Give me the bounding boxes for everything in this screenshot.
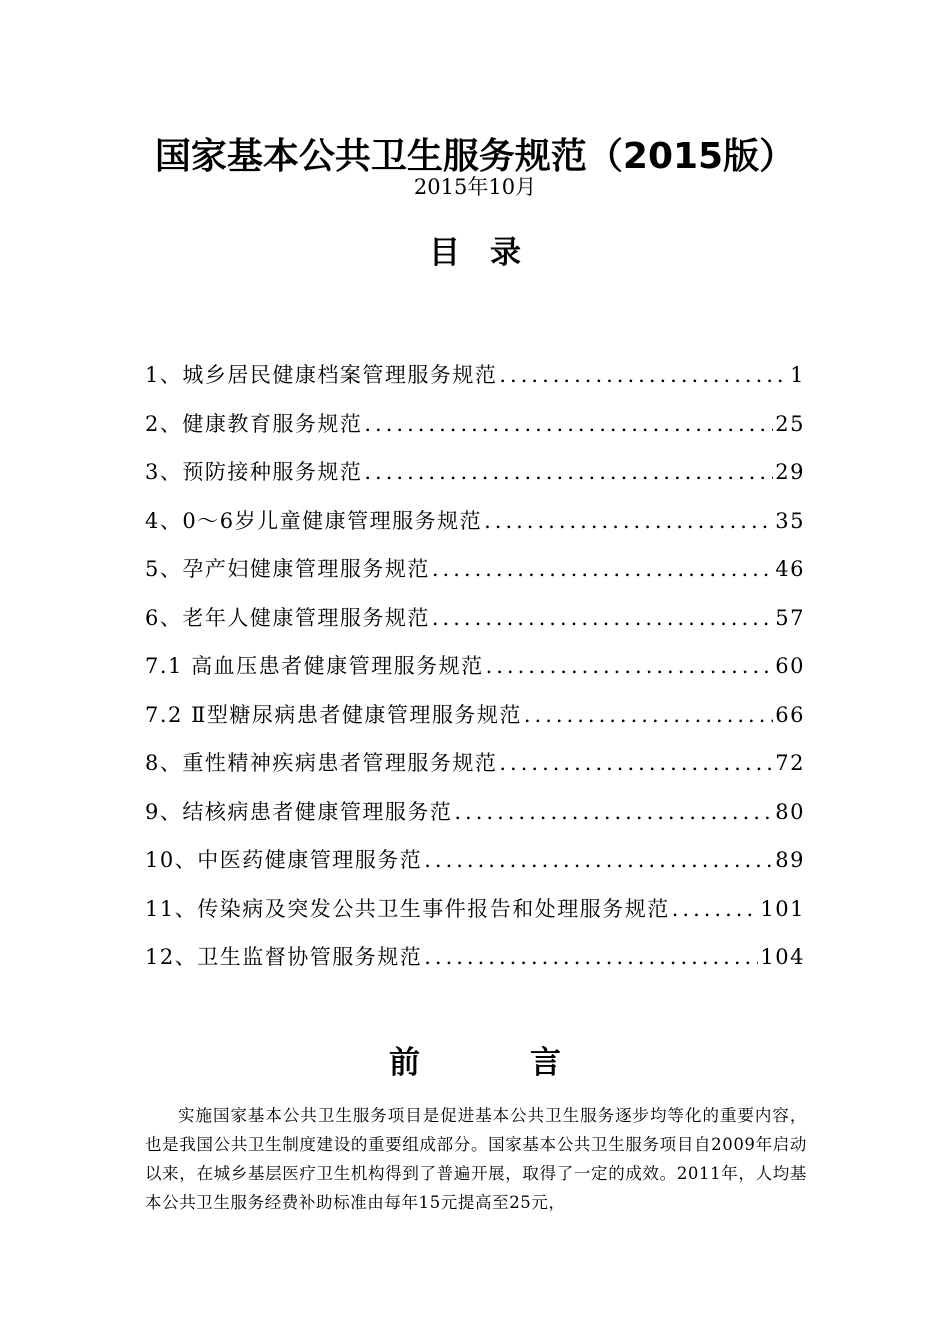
toc-entry[interactable] — [145, 506, 805, 555]
toc-entry-label: 5、孕产妇健康管理服务规范 — [145, 557, 430, 581]
toc-entry-page: 101 — [760, 896, 805, 921]
toc-entry-label: 12、卫生监督协管服务规范 — [145, 945, 423, 969]
toc-entry-label: 6、老年人健康管理服务规范 — [145, 605, 430, 630]
toc-entry-label: 10、中医药健康管理服务范 — [145, 848, 423, 872]
toc-entry-page: 80 — [775, 799, 805, 824]
toc-entry[interactable] — [145, 845, 805, 894]
preface-paragraph: 实施国家基本公共卫生服务项目是促进基本公共卫生服务逐步均等化的重要内容，也是我国公共卫生制度建设的重要组成部分。国家基本公共卫生服务项目自2009年启动以来，在城乡基层医疗卫生机构得到了普遍开展，取得了一定的成效。2011年，人均基本公共卫生服务经费补助标准由每年15元提高至25元， — [145, 1106, 807, 1212]
document-title: 国家基本公共卫生服务规范（2015版） — [154, 136, 796, 178]
toc-entry-label: 11、传染病及突发公共卫生事件报告和处理服务规范 — [145, 896, 670, 921]
toc-entry-label: 9、结核病患者健康管理服务范 — [145, 799, 453, 824]
toc-dot-leader — [364, 457, 773, 487]
toc-dot-leader — [524, 700, 773, 730]
toc-entry[interactable] — [145, 409, 805, 458]
toc-entry[interactable] — [145, 748, 805, 797]
toc-entry[interactable] — [145, 894, 805, 943]
preface-heading-char: 前 — [389, 1045, 420, 1081]
toc-dot-leader — [486, 651, 774, 681]
toc-entry[interactable] — [145, 700, 805, 749]
toc-entry-page: 104 — [760, 945, 805, 969]
toc-entry[interactable] — [145, 603, 805, 652]
toc-entry-page: 60 — [775, 654, 805, 678]
toc-entry[interactable] — [145, 554, 805, 603]
toc-entry[interactable] — [145, 457, 805, 506]
preface-heading — [0, 1040, 950, 1086]
toc-dot-leader — [499, 748, 773, 778]
toc-heading — [0, 230, 950, 276]
toc-entry[interactable] — [145, 797, 805, 846]
toc-entry-page: 29 — [775, 460, 805, 484]
toc-entry-label: 8、重性精神疾病患者管理服务规范 — [145, 751, 498, 775]
toc-dot-leader — [432, 554, 773, 584]
document-date: 2015年10月 — [413, 175, 537, 199]
toc-heading-char: 目 — [429, 235, 490, 271]
toc-entry-page: 46 — [775, 557, 805, 581]
toc-entry-page: 72 — [775, 751, 805, 775]
toc-entry-label: 7.2 Ⅱ型糖尿病患者健康管理服务规范 — [145, 702, 522, 727]
toc-dot-leader — [672, 894, 759, 924]
toc-entry-page: 1 — [790, 363, 805, 387]
toc-entry-label: 7.1 高血压患者健康管理服务规范 — [145, 654, 484, 678]
toc-dot-leader — [424, 845, 773, 875]
toc-entry-page: 89 — [775, 848, 805, 872]
toc-entry-page: 66 — [775, 702, 805, 727]
toc-heading-char: 录 — [490, 235, 551, 271]
toc-entry[interactable] — [145, 942, 805, 991]
table-of-contents — [145, 360, 805, 991]
toc-entry-page: 35 — [775, 508, 805, 533]
toc-dot-leader — [484, 506, 773, 536]
toc-dot-leader — [432, 603, 773, 633]
toc-entry-page: 25 — [775, 411, 805, 436]
toc-entry-label: 2、健康教育服务规范 — [145, 411, 363, 436]
preface-heading-char: 言 — [530, 1045, 561, 1081]
toc-dot-leader — [424, 942, 758, 972]
toc-entry-label: 3、预防接种服务规范 — [145, 460, 363, 484]
toc-entry[interactable] — [145, 651, 805, 700]
toc-entry[interactable] — [145, 360, 805, 409]
toc-dot-leader — [454, 797, 773, 827]
toc-entry-label: 1、城乡居民健康档案管理服务规范 — [145, 363, 498, 387]
toc-dot-leader — [499, 360, 788, 390]
toc-entry-page: 57 — [775, 605, 805, 630]
toc-dot-leader — [364, 409, 773, 439]
toc-entry-label: 4、0～6岁儿童健康管理服务规范 — [145, 508, 483, 533]
